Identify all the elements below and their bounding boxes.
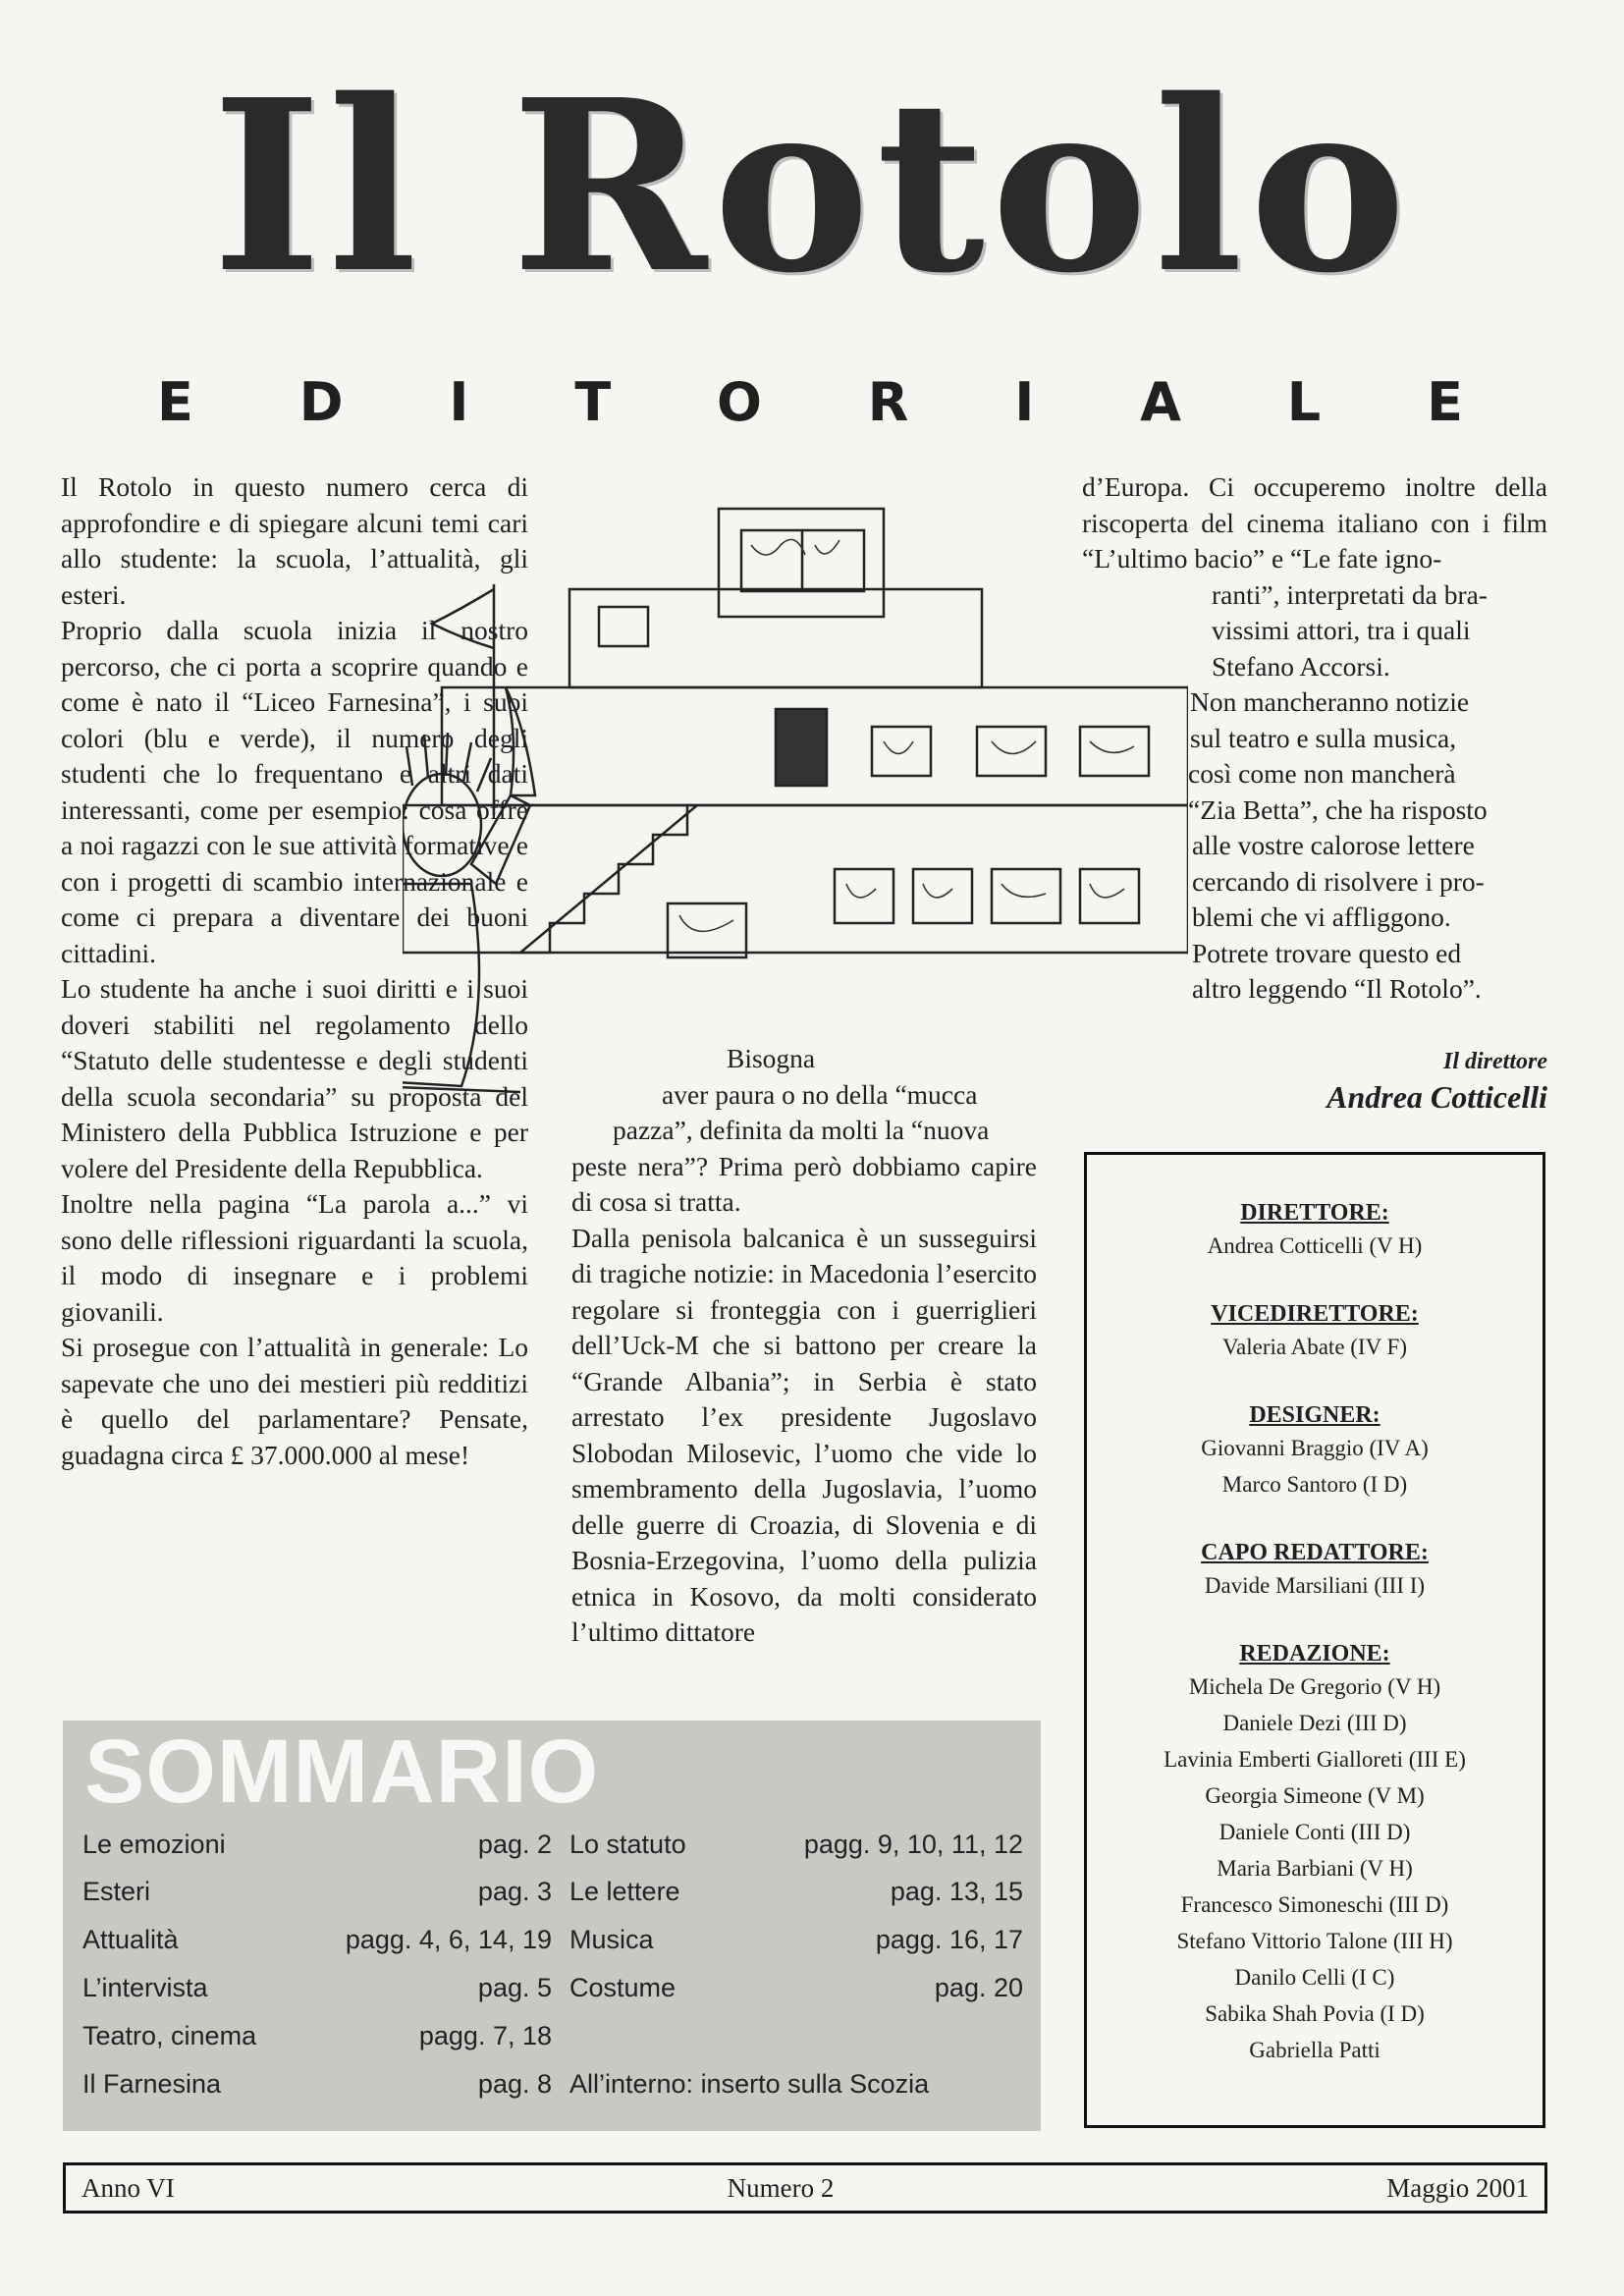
toc-label: Le lettere (569, 1877, 680, 1906)
toc-entry (569, 1972, 1023, 2003)
toc-page: pag. 8 (477, 2069, 552, 2099)
staff-name: Lavinia Emberti Gialloreti (III E) (1164, 1747, 1466, 1772)
editorial-line: così come non mancherà (1188, 758, 1456, 789)
toc-page: pag. 3 (477, 1877, 552, 1906)
toc-page: pagg. 16, 17 (875, 1925, 1023, 1954)
toc-page: pag. 20 (934, 1973, 1023, 2002)
toc-entry (82, 2020, 552, 2051)
footer-numero: Numero 2 (727, 2172, 835, 2203)
masthead-title: Il Rotolo (211, 48, 1413, 325)
section-title-letter: I (1014, 371, 1035, 433)
sommario-title: SOMMARIO (84, 1722, 600, 1822)
toc-page: pag. 5 (477, 1973, 552, 2002)
editorial-line: Non mancheranno notizie (1190, 686, 1470, 717)
toc-entry (82, 2068, 552, 2100)
staff-group (1087, 1400, 1543, 1503)
toc-entry (569, 1876, 1023, 1907)
section-title-letter: E (1427, 371, 1463, 433)
toc-entry (569, 1829, 1023, 1860)
toc-label: Il Farnesina (82, 2069, 222, 2099)
staff-name: Daniele Conti (III D) (1218, 1820, 1411, 1844)
section-title-letter: R (867, 371, 909, 433)
staff-name: Maria Barbiani (V H) (1217, 1856, 1413, 1881)
toc-entry (82, 1829, 552, 1860)
editorial-line: Stefano Accorsi. (1212, 650, 1390, 682)
toc-entry (82, 1924, 552, 1955)
staff-group (1087, 1639, 1543, 2068)
editorial-right-column (1082, 469, 1547, 1008)
editorial-line: sul teatro e sulla musica, (1190, 722, 1457, 753)
sommario-box (63, 1721, 1041, 2131)
editorial-line: blemi che vi affliggono. (1192, 902, 1451, 932)
toc-label: L’intervista (82, 1973, 208, 2002)
toc-page: pag. 2 (477, 1830, 552, 1859)
toc-label: Teatro, cinema (82, 2021, 257, 2050)
editorial-paragraph: Il Rotolo in questo numero cerca di approfondire e di spiegare alcuni temi cari allo studente: la scuola, l’attualità, gli esteri. (61, 471, 528, 610)
toc-page: pag. 13, 15 (890, 1877, 1023, 1906)
toc-page: pagg. 9, 10, 11, 12 (803, 1830, 1023, 1859)
staff-box (1084, 1152, 1545, 2128)
section-title-letter: L (1286, 371, 1322, 433)
editorial-paragraph: Inoltre nella pagina “La parola a...” vi sono delle riflessioni riguardanti la scuola, il modo di insegnare e i problemi giovanili. (61, 1188, 528, 1327)
section-title-letter: E (157, 371, 193, 433)
staff-name: Daniele Dezi (III D) (1222, 1711, 1407, 1735)
editorial-line: Potrete trovare questo ed (1192, 937, 1462, 968)
editorial-line: ranti”, interpretati da bra- (1212, 578, 1488, 610)
section-title-letter: A (1140, 371, 1181, 433)
staff-name: Georgia Simeone (V M) (1205, 1783, 1425, 1808)
toc-label: Attualità (82, 1925, 179, 1954)
editorial-paragraph: Lo studente ha anche i suoi diritti e i suoi doveri stabiliti nel regolamento dello “Statuto delle studentesse e degli studenti della scuola secondaria” su proposta del Ministero della Pubblica Istruzione e per volere del Presidente della Repubblica. (61, 973, 528, 1183)
toc-entry (82, 1876, 552, 1907)
staff-name: Davide Marsiliani (III I) (1204, 1573, 1426, 1598)
section-title-letter: O (717, 371, 762, 433)
toc-label: Costume (569, 1973, 677, 2002)
toc-page: pagg. 4, 6, 14, 19 (345, 1925, 552, 1954)
staff-group (1087, 1538, 1543, 1604)
staff-name: Valeria Abate (IV F) (1222, 1335, 1407, 1359)
staff-role: DESIGNER: (1249, 1402, 1380, 1428)
editorial-line: Bisogna (727, 1043, 816, 1073)
editorial-paragraph: Proprio dalla scuola inizia il nostro percorso, che ci porta a scoprire quando e come è nato il “Liceo Farnesina”, i suoi colori (blu e verde), il numero degli studenti che lo frequentano e altri dati interessanti, come per esempio: cosa offre a noi ragazzi con le sue attività formative e con i progetti di scambio internazionale e come ci prepara a diventare dei buoni cittadini. (61, 615, 528, 968)
editorial-middle-column (571, 1041, 1037, 1651)
staff-group (1087, 1198, 1543, 1264)
editorial-signature (1326, 1049, 1547, 1116)
staff-name: Marco Santoro (I D) (1221, 1472, 1408, 1497)
toc-entry (569, 1924, 1023, 1955)
editorial-paragraph: d’Europa. Ci occuperemo inoltre della riscoperta del cinema italiano con i film “L’ultimo bacio” e “Le fate igno- (1082, 471, 1547, 574)
section-title-letter: I (449, 371, 469, 433)
section-title-letter: D (298, 371, 344, 433)
staff-role: CAPO REDATTORE: (1201, 1540, 1429, 1565)
staff-name: Sabika Shah Povia (I D) (1205, 2001, 1425, 2026)
signature-name: Andrea Cotticelli (1326, 1079, 1547, 1115)
staff-name: Stefano Vittorio Talone (III H) (1176, 1929, 1453, 1953)
staff-group (1087, 1299, 1543, 1365)
footer-bar (63, 2162, 1547, 2214)
editorial-line: altro leggendo “Il Rotolo”. (1192, 973, 1482, 1004)
staff-role: REDAZIONE: (1239, 1641, 1390, 1667)
toc-label: Esteri (82, 1877, 151, 1906)
staff-role: VICEDIRETTORE: (1211, 1301, 1419, 1327)
staff-name: Andrea Cotticelli (V H) (1207, 1233, 1423, 1258)
toc-label: Le emozioni (82, 1830, 226, 1859)
editorial-line: aver paura o no della “mucca (662, 1078, 978, 1110)
editorial-paragraph: peste nera”? Prima però dobbiamo capire di cosa si tratta. (571, 1150, 1037, 1217)
toc-label: Musica (569, 1925, 654, 1954)
editorial-line: pazza”, definita da molti la “nuova (613, 1115, 990, 1145)
editorial-line: vissimi attori, tra i quali (1212, 615, 1471, 645)
toc-label: Lo statuto (569, 1830, 686, 1859)
staff-name: Giovanni Braggio (IV A) (1201, 1436, 1429, 1460)
staff-name: Francesco Simoneschi (III D) (1180, 1892, 1449, 1917)
editorial-line: cercando di risolvere i pro- (1192, 865, 1485, 897)
footer-data: Maggio 2001 (1386, 2172, 1529, 2203)
staff-name: Gabriella Patti (1249, 2038, 1380, 2062)
toc-page: pagg. 7, 18 (418, 2021, 552, 2050)
toc-entry (82, 1972, 552, 2003)
editorial-left-column (61, 469, 528, 1473)
toc-note (569, 2068, 1023, 2100)
section-title (157, 371, 1463, 433)
signature-role: Il direttore (1443, 1049, 1547, 1074)
editorial-line: alle vostre calorose lettere (1192, 830, 1475, 860)
footer-anno: Anno VI (81, 2172, 175, 2203)
toc-label: All’interno: inserto sulla Scozia (569, 2069, 930, 2099)
editorial-paragraph: Si prosegue con l’attualità in generale: Lo sapevate che uno dei mestieri più redditizi è quello del parlamentare? Pensate, guadagna circa £ 37.000.000 al mese! (61, 1332, 528, 1470)
staff-name: Michela De Gregorio (V H) (1188, 1674, 1441, 1699)
staff-name: Danilo Celli (I C) (1234, 1965, 1395, 1990)
staff-role: DIRETTORE: (1240, 1200, 1389, 1226)
editorial-paragraph: Dalla penisola balcanica è un susseguirsi di tragiche notizie: in Macedonia l’esercito regolare si fronteggia con i guerriglieri dell’Uck-M che si battono per creare la “Grande Albania”; in Serbia è stato arrestato l’ex presidente Jugoslavo Slobodan Milosevic, l’uomo che vide lo smembramento della Jugoslavia, l’uomo delle guerre di Croazia, di Slovenia e di Bosnia-Erzegovina, l’uomo della pulizia etnica in Kosovo, da molti considerato l’ultimo dittatore (571, 1222, 1037, 1647)
editorial-line: “Zia Betta”, che ha risposto (1188, 793, 1488, 825)
section-title-letter: T (574, 371, 612, 433)
